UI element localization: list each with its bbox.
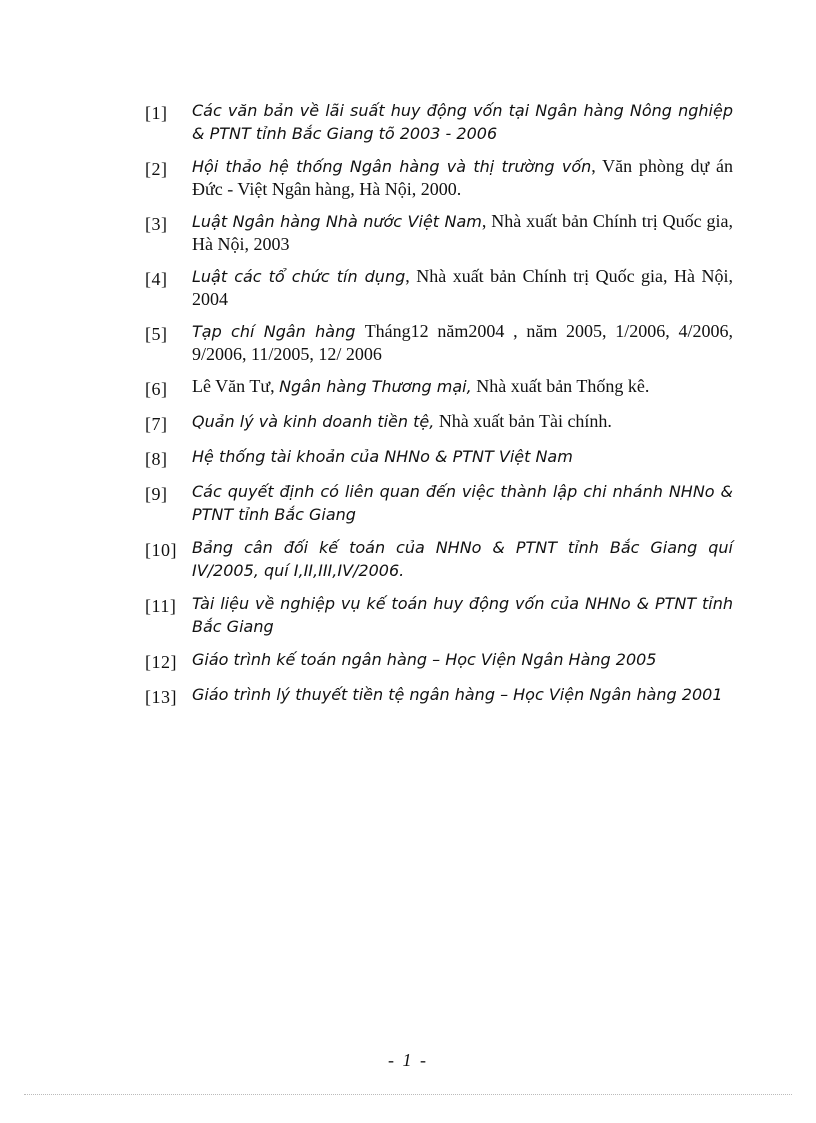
reference-text [192,683,733,706]
reference-item [145,210,733,255]
reference-title: Hội thảo hệ thống Ngân hàng và thị trường vốn [192,157,592,176]
reference-publisher: Nhà xuất bản Thống kê. [471,376,650,396]
page-number: - 1 - [388,1050,428,1070]
reference-author: Lê Văn Tư, [192,376,280,396]
reference-title: Các quyết định có liên quan đến việc thành lập chi nhánh NHNo & PTNT tỉnh Bắc Giang [192,482,733,524]
reference-title: Bảng cân đối kế toán của NHNo & PTNT tỉnh Bắc Giang quí IV/2005, quí I,II,III,IV/2006. [192,538,733,580]
reference-item [145,683,733,708]
reference-title: Quản lý và kinh doanh tiền tệ, [192,412,435,431]
reference-title: Giáo trình lý thuyết tiền tệ ngân hàng – Học Viện Ngân hàng 2001 [192,685,723,704]
reference-item [145,265,733,310]
reference-item [145,592,733,638]
reference-item [145,445,733,470]
reference-title: Ngân hàng Thương mại, [279,377,472,396]
reference-title: Luật Ngân hàng Nhà nước Việt Nam [192,212,482,231]
reference-text [192,410,733,433]
reference-number: [6] [145,379,168,399]
reference-title: Tài liệu về nghiệp vụ kế toán huy động vốn của NHNo & PTNT tỉnh Bắc Giang [192,594,733,636]
reference-text [192,592,733,638]
reference-text [192,648,733,671]
reference-title: Giáo trình kế toán ngân hàng – Học Viện Ngân Hàng 2005 [192,650,657,669]
reference-publisher: , Nhà xuất bản Chính trị Quốc gia, Hà Nội, 2003 [192,211,733,254]
reference-item [145,480,733,526]
reference-text [192,155,733,200]
reference-title: Tạp chí Ngân hàng [192,322,365,341]
reference-item [145,99,733,145]
reference-item [145,536,733,582]
reference-number: [8] [145,449,168,469]
reference-number: [7] [145,414,168,434]
reference-item [145,155,733,200]
reference-publisher: Tháng12 năm2004 , năm 2005, 1/2006, 4/2006, 9/2006, 11/2005, 12/ 2006 [192,321,734,364]
reference-number: [10] [145,540,177,560]
reference-number: [1] [145,103,168,123]
reference-number: [3] [145,214,168,234]
reference-item [145,648,733,673]
reference-number: [4] [145,269,168,289]
reference-number: [2] [145,159,168,179]
page-bottom-divider [24,1094,792,1095]
reference-publisher: Nhà xuất bản Tài chính. [434,411,612,431]
reference-item [145,410,733,435]
reference-text [192,99,733,145]
reference-number: [5] [145,324,168,344]
reference-list [145,99,733,718]
reference-number: [9] [145,484,168,504]
reference-publisher: , Văn phòng dự án Đức - Việt Ngân hàng, Hà Nội, 2000. [192,156,733,199]
reference-title: Hệ thống tài khoản của NHNo & PTNT Việt Nam [192,447,573,466]
reference-text [192,375,733,398]
reference-text [192,210,733,255]
reference-text [192,480,733,526]
reference-text [192,445,733,468]
reference-item [145,375,733,400]
reference-text [192,536,733,582]
reference-title: Các văn bản về lãi suất huy động vốn tại Ngân hàng Nông nghiệp & PTNT tỉnh Bắc Giang tõ 2003 - 2006 [192,101,733,143]
reference-text [192,320,733,365]
reference-number: [11] [145,596,177,616]
reference-item [145,320,733,365]
reference-title: Luật các tổ chức tín dụng [192,267,406,286]
reference-publisher: , Nhà xuất bản Chính trị Quốc gia, Hà Nội, 2004 [192,266,733,309]
reference-text [192,265,733,310]
reference-number: [12] [145,652,177,672]
reference-number: [13] [145,687,177,707]
